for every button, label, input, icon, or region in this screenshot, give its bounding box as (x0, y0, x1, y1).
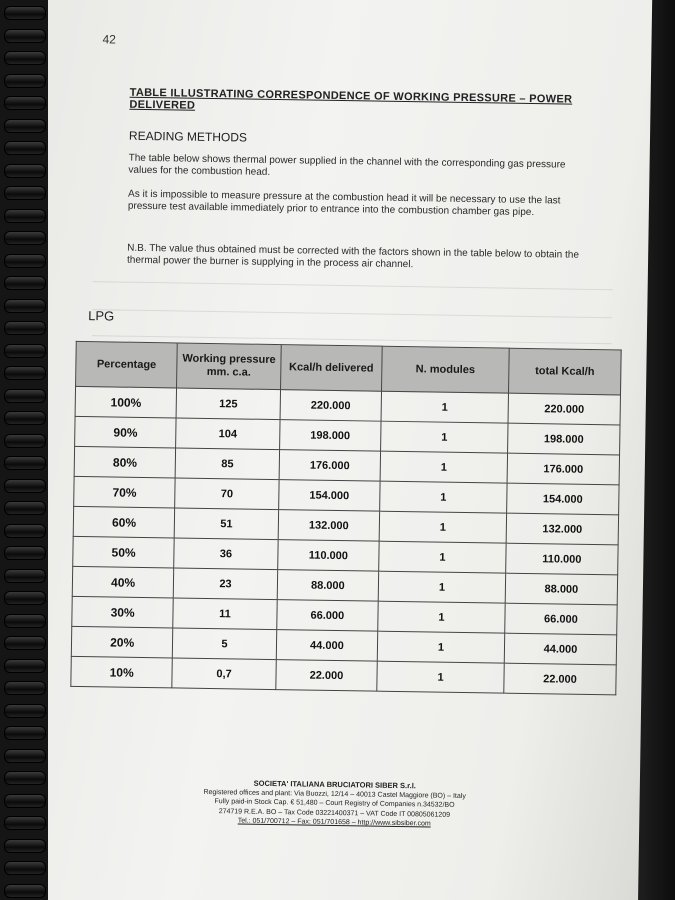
binding-ring (4, 794, 46, 808)
footer-line-3: 274719 R.E.A. BO – Tax Code 03221400371 – VAT Code IT 00805061209 (218, 807, 451, 819)
binding-ring (4, 861, 46, 875)
binding-ring (4, 186, 46, 200)
cell-kcal-delivered: 198.000 (279, 420, 381, 452)
cell-percentage: 10% (71, 656, 173, 688)
footer-line-2: Fully paid-in Stock Cap. € 51,480 – Court Registry of Companies n.34532/BO (214, 798, 455, 809)
cell-modules: 1 (380, 481, 507, 513)
binding-ring (4, 6, 46, 20)
cell-percentage: 80% (74, 446, 176, 478)
cell-modules: 1 (381, 421, 508, 453)
paragraph-2: As it is impossible to measure pressure at the combustion head it will be necessary to use the last pressure test available immediately prior to entrance into the combustion chamber gas pipe. (127, 188, 561, 219)
binding-ring (4, 771, 46, 785)
cell-total-kcal: 132.000 (506, 513, 618, 545)
cell-modules: 1 (377, 661, 504, 693)
binding-ring (4, 816, 46, 830)
binding-ring (4, 546, 46, 560)
cell-working-pressure: 70 (175, 478, 279, 510)
cell-working-pressure: 85 (175, 448, 279, 480)
header-working-pressure: Working pressure mm. c.a. (177, 343, 281, 390)
paragraph-3: N.B. The value thus obtained must be corrected with the factors shown in the table below to obtain the thermal power the burner is supplying in the process air channel. (126, 242, 580, 271)
cell-total-kcal: 110.000 (506, 543, 618, 575)
cell-percentage: 50% (73, 536, 175, 568)
header-modules: N. modules (382, 346, 510, 393)
cell-kcal-delivered: 22.000 (276, 660, 378, 692)
binding-ring (4, 254, 46, 268)
binding-ring (4, 659, 46, 673)
page-number: 42 (102, 32, 116, 47)
binding-ring (4, 299, 46, 313)
binding-ring (4, 276, 46, 290)
cell-kcal-delivered: 176.000 (279, 450, 381, 482)
binding-ring (4, 119, 46, 133)
binding-ring (4, 51, 46, 65)
cell-total-kcal: 220.000 (508, 393, 620, 425)
cell-kcal-delivered: 88.000 (277, 570, 379, 602)
binding-ring (4, 411, 46, 425)
bleed-through-lines (92, 271, 613, 345)
binding-ring (4, 591, 46, 605)
binding-ring (4, 231, 46, 245)
cell-kcal-delivered: 154.000 (278, 480, 380, 512)
cell-working-pressure: 0,7 (172, 658, 276, 690)
cell-modules: 1 (379, 511, 506, 543)
footer-line-1: Registered offices and plant: Via Buozzi, 12/14 – 40013 Castel Maggiore (BO) – Italy (203, 788, 466, 800)
header-kcal-delivered: Kcal/h delivered (280, 345, 382, 392)
cell-total-kcal: 22.000 (504, 663, 616, 695)
binding-ring (4, 704, 46, 718)
cell-kcal-delivered: 66.000 (277, 600, 379, 632)
binding-ring (4, 614, 46, 628)
binding-ring (4, 636, 46, 650)
cell-percentage: 30% (72, 596, 174, 628)
binding-ring (4, 681, 46, 695)
cell-working-pressure: 125 (176, 388, 280, 420)
cell-percentage: 60% (73, 506, 175, 538)
cell-working-pressure: 51 (174, 508, 278, 540)
cell-working-pressure: 104 (176, 418, 280, 450)
cell-percentage: 100% (75, 386, 177, 418)
footer-company: SOCIETA' ITALIANA BRUCIATORI SIBER S.r.l. (253, 778, 416, 791)
binding-ring (4, 389, 46, 403)
cell-total-kcal: 44.000 (504, 633, 616, 665)
binding-ring (4, 344, 46, 358)
cell-working-pressure: 23 (174, 568, 278, 600)
binding-ring (4, 96, 46, 110)
binding-ring (4, 434, 46, 448)
header-percentage: Percentage (76, 341, 178, 388)
cell-percentage: 40% (72, 566, 174, 598)
binding-ring (4, 456, 46, 470)
binding-ring (4, 884, 46, 898)
document-page (23, 0, 653, 900)
binding-ring (4, 524, 46, 538)
binding-ring (4, 29, 46, 43)
cell-working-pressure: 11 (173, 598, 277, 630)
page-heading: TABLE ILLUSTRATING CORRESPONDENCE OF WORKING PRESSURE – POWER DELIVERED (129, 86, 573, 112)
header-total-kcal: total Kcal/h (508, 348, 621, 395)
binding-ring (4, 749, 46, 763)
cell-percentage: 20% (71, 626, 173, 658)
binding-ring (4, 501, 46, 515)
table-label: LPG (88, 308, 115, 324)
section-subheading: READING METHODS (128, 128, 248, 145)
binding-ring (4, 141, 46, 155)
cell-kcal-delivered: 132.000 (278, 510, 380, 542)
binding-ring (4, 321, 46, 335)
cell-working-pressure: 5 (173, 628, 277, 660)
cell-total-kcal: 66.000 (505, 603, 617, 635)
footer-line-4: Tel.: 051/700712 – Fax: 051/701658 – http://www.sibsiber.com (237, 817, 431, 828)
cell-total-kcal: 176.000 (507, 453, 619, 485)
cell-modules: 1 (380, 451, 507, 483)
cell-kcal-delivered: 110.000 (277, 540, 379, 572)
cell-modules: 1 (379, 541, 506, 573)
cell-total-kcal: 198.000 (508, 423, 620, 455)
binding-ring (4, 839, 46, 853)
cell-kcal-delivered: 44.000 (276, 630, 378, 662)
pressure-power-table (70, 341, 621, 696)
table-body (71, 386, 621, 695)
paragraph-1: The table below shows thermal power supplied in the channel with the corresponding gas pressure values for the combustion head. (128, 152, 566, 178)
cell-percentage: 90% (75, 416, 177, 448)
spiral-binding (0, 0, 48, 900)
cell-total-kcal: 154.000 (507, 483, 619, 515)
binding-ring (4, 74, 46, 88)
cell-modules: 1 (378, 601, 505, 633)
cell-modules: 1 (381, 391, 508, 423)
binding-ring (4, 726, 46, 740)
cell-modules: 1 (377, 631, 504, 663)
cell-working-pressure: 36 (174, 538, 278, 570)
company-footer (144, 777, 525, 830)
binding-ring (4, 479, 46, 493)
cell-kcal-delivered: 220.000 (280, 390, 382, 422)
binding-ring (4, 569, 46, 583)
cell-total-kcal: 88.000 (505, 573, 617, 605)
cell-modules: 1 (378, 571, 505, 603)
binding-ring (4, 366, 46, 380)
binding-ring (4, 164, 46, 178)
binding-ring (4, 209, 46, 223)
cell-percentage: 70% (74, 476, 176, 508)
